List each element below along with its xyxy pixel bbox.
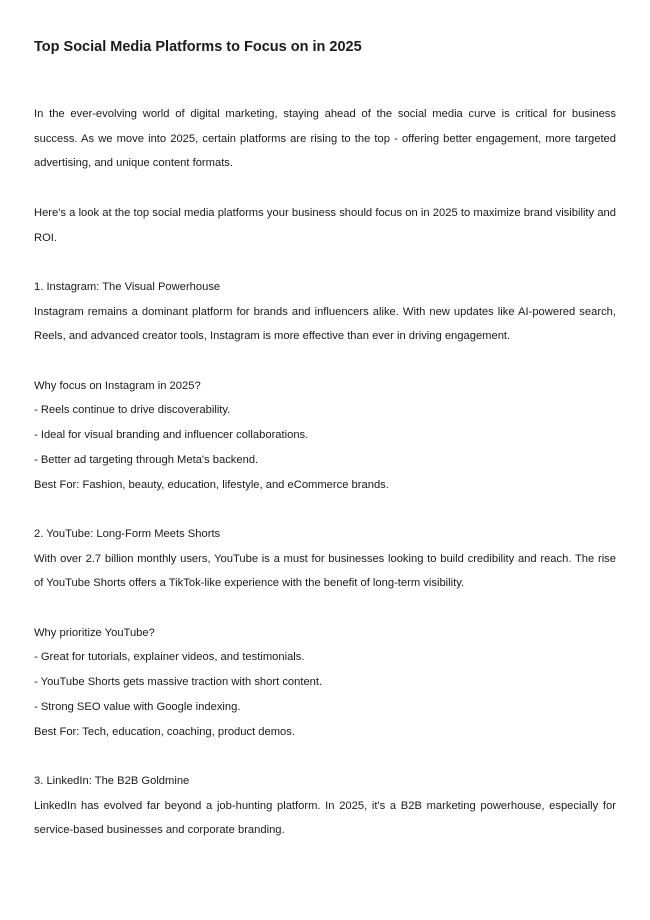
section-heading-instagram: 1. Instagram: The Visual Powerhouse (34, 280, 221, 293)
bullet-item: - YouTube Shorts gets massive traction with short content. (34, 676, 323, 689)
section-description-linkedin: LinkedIn has evolved far beyond a job-hunting platform. In 2025, it's a B2B marketing powerhouse, especially for service-based businesses and corporate branding. (34, 799, 616, 837)
why-heading-youtube: Why prioritize YouTube? (34, 626, 155, 639)
best-for-instagram: Best For: Fashion, beauty, education, lifestyle, and eCommerce brands. (34, 478, 389, 491)
section-description-instagram: Instagram remains a dominant platform for brands and influencers alike. With new updates like AI-powered search, Reels, and advanced creator tools, Instagram is more effective than ever in driving engagement. (34, 305, 616, 343)
spacer (34, 497, 616, 522)
bullet-item: - Strong SEO value with Google indexing. (34, 700, 241, 713)
page-title: Top Social Media Platforms to Focus on in 2025 (34, 39, 362, 55)
document-body (34, 102, 616, 843)
bullet-item: - Great for tutorials, explainer videos, and testimonials. (34, 651, 305, 664)
section-description-youtube: With over 2.7 billion monthly users, YouTube is a must for businesses looking to build credibility and reach. The rise of YouTube Shorts offers a TikTok-like experience with the benefit of long-term visibility. (34, 552, 616, 590)
spacer (34, 349, 616, 374)
spacer (34, 250, 616, 275)
spacer (34, 744, 616, 769)
why-heading-instagram: Why focus on Instagram in 2025? (34, 379, 201, 392)
spacer (34, 596, 616, 621)
best-for-youtube: Best For: Tech, education, coaching, product demos. (34, 725, 295, 738)
section-heading-youtube: 2. YouTube: Long-Form Meets Shorts (34, 527, 221, 540)
intro-paragraph-1: In the ever-evolving world of digital marketing, staying ahead of the social media curve is critical for business success. As we move into 2025, certain platforms are rising to the top - offering better engagement, more targeted advertising, and unique content formats. (34, 108, 616, 170)
section-heading-linkedin: 3. LinkedIn: The B2B Goldmine (34, 774, 190, 787)
bullet-item: - Reels continue to drive discoverability. (34, 404, 231, 417)
intro-paragraph-2: Here's a look at the top social media platforms your business should focus on in 2025 to maximize brand visibility and ROI. (34, 206, 616, 244)
spacer (34, 176, 616, 201)
bullet-item: - Ideal for visual branding and influencer collaborations. (34, 429, 309, 442)
bullet-item: - Better ad targeting through Meta's backend. (34, 453, 259, 466)
